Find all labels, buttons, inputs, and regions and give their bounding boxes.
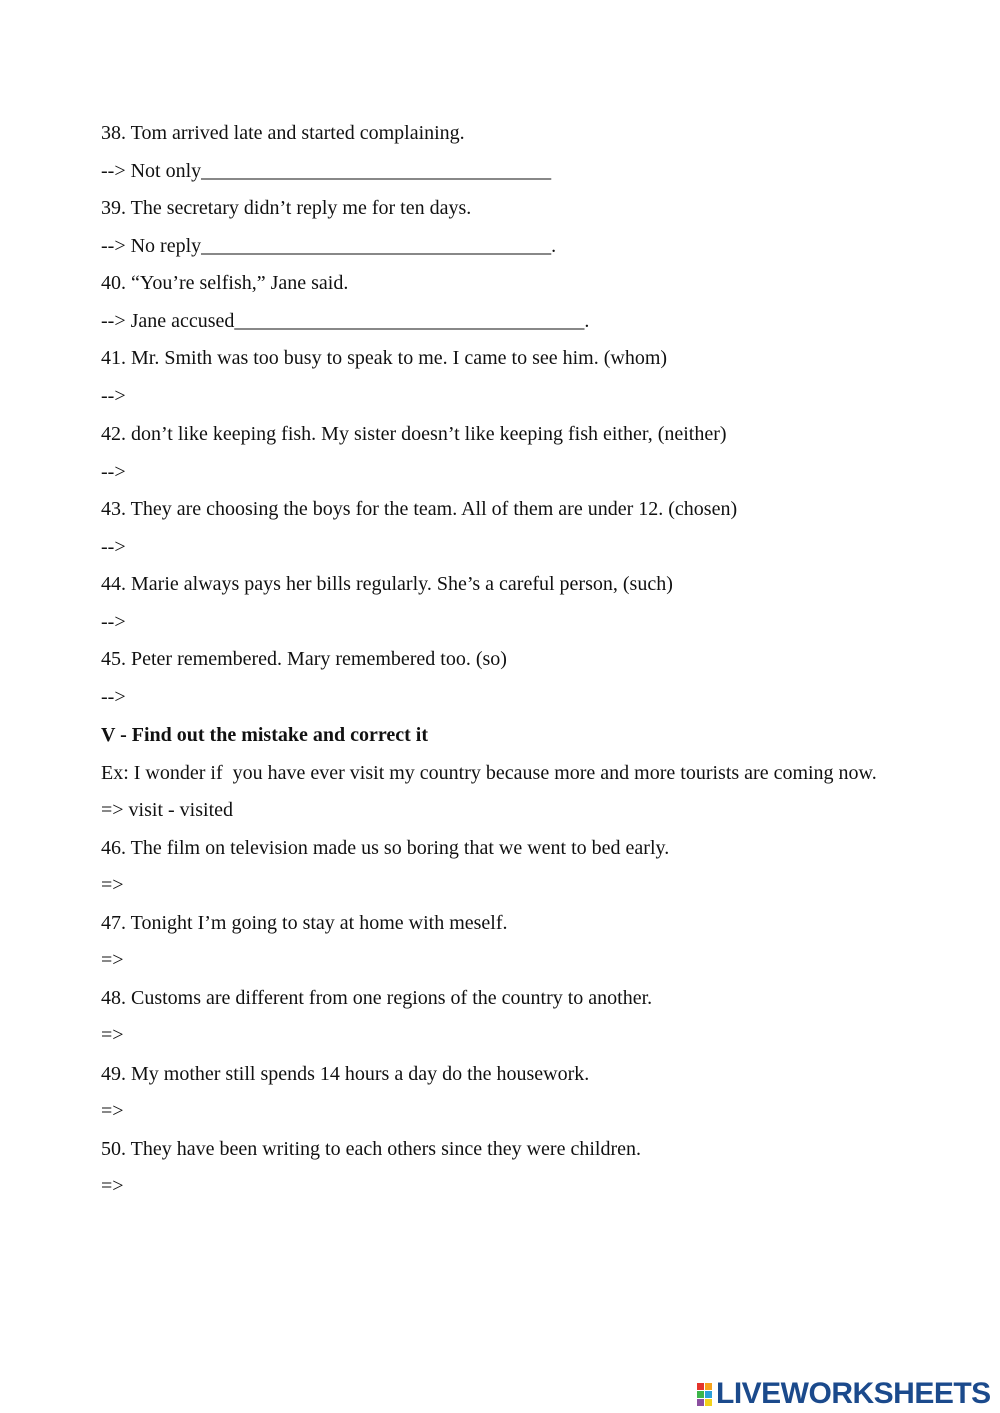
answer-50: => <box>101 1175 124 1197</box>
example-sentence: Ex: I wonder if you have ever visit my country because more and more tourists are coming now. <box>101 762 877 784</box>
answer-46: => <box>101 874 124 896</box>
question-42: 42. don’t like keeping fish. My sister doesn’t like keeping fish either, (neither) <box>101 423 727 445</box>
logo-text: LIVEWORKSHEETS <box>716 1377 991 1410</box>
question-39: 39. The secretary didn’t reply me for ten days. <box>101 197 472 219</box>
question-41: 41. Mr. Smith was too busy to speak to me. I came to see him. (whom) <box>101 347 668 369</box>
question-48: 48. Customs are different from one regions of the country to another. <box>101 987 653 1009</box>
question-40: 40. “You’re selfish,” Jane said. <box>101 272 349 294</box>
question-47: 47. Tonight I’m going to stay at home with meself. <box>101 912 508 934</box>
question-45: 45. Peter remembered. Mary remembered too. (so) <box>101 648 507 670</box>
liveworksheets-logo <box>697 1378 991 1410</box>
question-46: 46. The film on television made us so boring that we went to bed early. <box>101 837 670 859</box>
answer-47: => <box>101 949 124 971</box>
section-v-heading: V - Find out the mistake and correct it <box>101 724 429 746</box>
answer-40: --> Jane accused___________________________________. <box>101 310 590 332</box>
answer-49: => <box>101 1100 124 1122</box>
answer-42: --> <box>101 461 126 483</box>
logo-mark-icon <box>697 1383 712 1406</box>
question-44: 44. Marie always pays her bills regularly. She’s a careful person, (such) <box>101 573 673 595</box>
answer-38: --> Not only___________________________________ <box>101 160 552 182</box>
example-answer: => visit - visited <box>101 799 234 821</box>
answer-39: --> No reply___________________________________. <box>101 235 557 257</box>
question-43: 43. They are choosing the boys for the team. All of them are under 12. (chosen) <box>101 498 738 520</box>
answer-48: => <box>101 1024 124 1046</box>
answer-45: --> <box>101 686 126 708</box>
answer-43: --> <box>101 536 126 558</box>
question-50: 50. They have been writing to each others since they were children. <box>101 1138 641 1160</box>
answer-44: --> <box>101 611 126 633</box>
answer-41: --> <box>101 385 126 407</box>
question-38: 38. Tom arrived late and started complaining. <box>101 122 465 144</box>
question-49: 49. My mother still spends 14 hours a day do the housework. <box>101 1063 590 1085</box>
